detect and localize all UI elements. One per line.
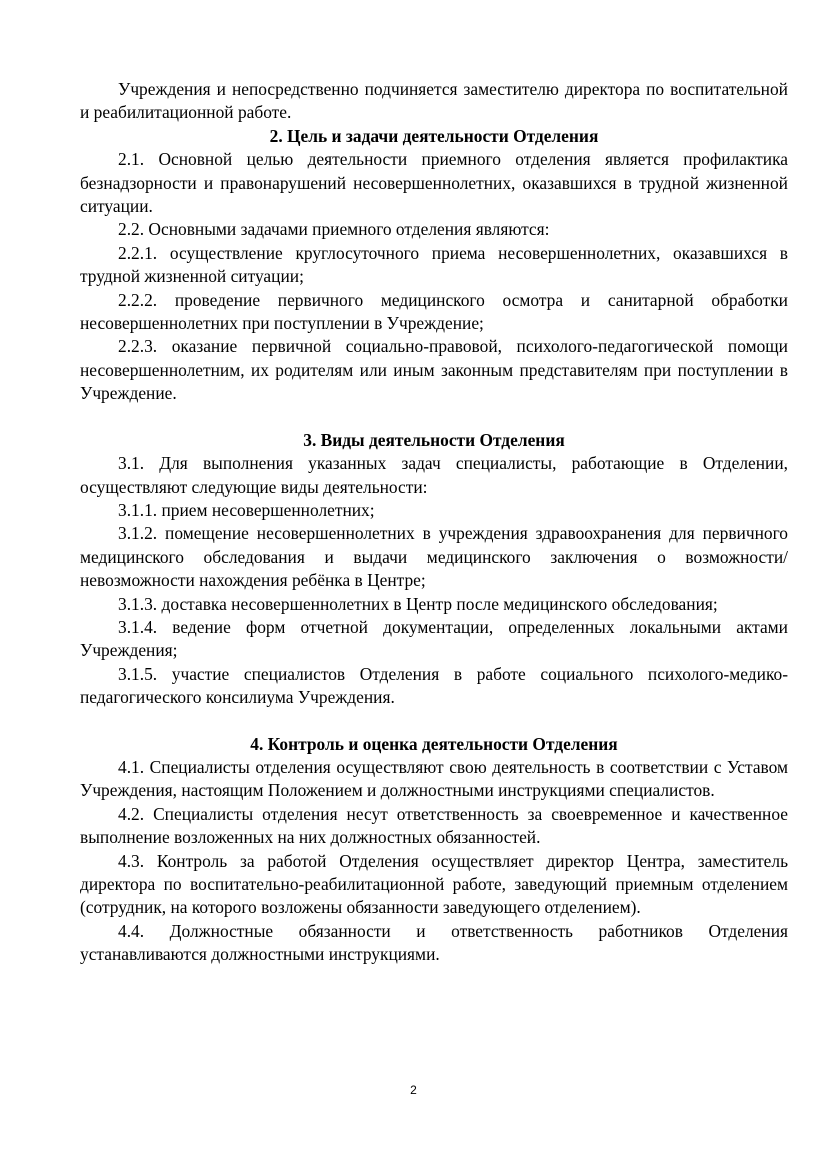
- paragraph-4-2: 4.2. Специалисты отделения несут ответственность за своевременное и качественное выполнение возложенных на них должностных обязанностей.: [80, 803, 788, 848]
- spacer: [80, 710, 788, 733]
- section-3-heading: 3. Виды деятельности Отделения: [303, 429, 565, 450]
- document-page: [80, 78, 788, 967]
- page-number: 2: [410, 1083, 417, 1097]
- paragraph-4-4: 4.4. Должностные обязанности и ответственность работников Отделения устанавливаются должностными инструкциями.: [80, 920, 788, 965]
- section-4-heading: 4. Контроль и оценка деятельности Отделения: [250, 733, 618, 754]
- section-2-heading: 2. Цель и задачи деятельности Отделения: [269, 125, 599, 146]
- paragraph-3-1-3: 3.1.3. доставка несовершеннолетних в Центр после медицинского обследования;: [118, 593, 718, 614]
- paragraph-2-2: 2.2. Основными задачами приемного отделения являются:: [118, 219, 550, 240]
- intro-paragraph: Учреждения и непосредственно подчиняется заместителю директора по воспитательной и реабилитационной работе.: [80, 79, 788, 123]
- paragraph-4-1: 4.1. Специалисты отделения осуществляют свою деятельность в соответствии с Уставом Учреждения, настоящим Положением и должностными инструкциями специалистов.: [80, 756, 788, 801]
- paragraph-2-1: 2.1. Основной целью деятельности приемного отделения является профилактика безнадзорности и правонарушений несовершеннолетних, оказавшихся в трудной жизненной ситуации.: [80, 149, 788, 217]
- paragraph-3-1-1: 3.1.1. прием несовершеннолетних;: [118, 499, 375, 520]
- paragraph-3-1-5: 3.1.5. участие специалистов Отделения в работе социального психолого-медико-педагогического консилиума Учреждения.: [80, 663, 788, 708]
- paragraph-2-2-1: 2.2.1. осуществление круглосуточного приема несовершеннолетних, оказавшихся в трудной жизненной ситуации;: [80, 242, 788, 287]
- paragraph-4-3: 4.3. Контроль за работой Отделения осуществляет директор Центра, заместитель директора по воспитательно-реабилитационной работе, заведующий приемным отделением (сотрудник, на которого возложены обязанности заведующего отделением).: [80, 850, 788, 918]
- paragraph-2-2-2: 2.2.2. проведение первичного медицинского осмотра и санитарной обработки несовершеннолетних при поступлении в Учреждение;: [80, 289, 788, 334]
- paragraph-3-1: 3.1. Для выполнения указанных задач специалисты, работающие в Отделении, осуществляют следующие виды деятельности:: [80, 453, 788, 497]
- paragraph-3-1-2: 3.1.2. помещение несовершеннолетних в учреждения здравоохранения для первичного медицинского обследования и выдачи медицинского заключения о возможности/невозможности нахождения ребёнка в Центре;: [80, 523, 788, 591]
- spacer: [80, 406, 788, 429]
- paragraph-2-2-3: 2.2.3. оказание первичной социально-правовой, психолого-педагогической помощи несовершеннолетним, их родителям или иным законным представителям при поступлении в Учреждение.: [80, 336, 788, 404]
- paragraph-3-1-4: 3.1.4. ведение форм отчетной документации, определенных локальными актами Учреждения;: [80, 616, 788, 661]
